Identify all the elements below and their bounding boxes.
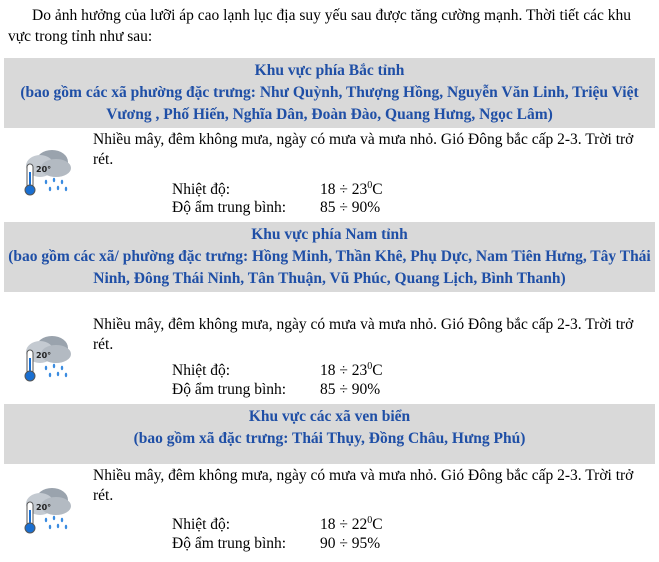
temperature-line: Nhiệt độ: $18 \div 22^0C$ — [172, 510, 383, 536]
cloud-rain-thermometer-icon — [16, 142, 74, 200]
temperature-label: Nhiệt độ: — [172, 516, 231, 534]
humidity-label: Độ ẩm trung bình: — [172, 381, 287, 398]
temperature-value: 18 ÷ 22 — [320, 516, 368, 534]
intro-text: Do ảnh hưởng của lưỡi áp cao lạnh lục địa suy yếu sau được tăng cường mạnh. Thời tiết các khu vực trong tỉnh như sau: — [8, 7, 631, 45]
cloud-rain-thermometer-icon — [16, 328, 74, 386]
region-title: Khu vực phía Nam tỉnh — [251, 226, 408, 243]
forecast-row-coastal — [4, 466, 655, 560]
region-subtitle: (bao gồm các xã/ phường đặc trưng: Hồng Minh, Thần Khê, Phụ Dực, Nam Tiên Hưng, Tây Thái Ninh, Đông Thái Ninh, Tân Thuận, Vũ Phúc, Quang Lịch, Bình Thanh) — [8, 248, 651, 287]
forecast-text: Nhiều mây, đêm không mưa, ngày có mưa và mưa nhỏ. Gió Đông bắc cấp 2-3. Trời trở rét. — [93, 467, 634, 504]
humidity-label: Độ ẩm trung bình: — [172, 199, 287, 216]
humidity-line — [172, 197, 380, 219]
region-header-south — [4, 222, 655, 292]
humidity-value: 90 ÷ 95% — [320, 535, 381, 552]
humidity-line — [172, 533, 380, 555]
temperature-line: Nhiệt độ: $18 \div 23^0C$ — [172, 175, 383, 201]
humidity-label: Độ ẩm trung bình: — [172, 535, 287, 552]
temperature-value: 18 ÷ 23 — [320, 362, 368, 380]
humidity-line — [172, 379, 380, 401]
forecast-row-south — [4, 314, 655, 402]
temperature-value: 18 ÷ 23 — [320, 181, 368, 199]
temperature-line: Nhiệt độ: $18 \div 23^0C$ — [172, 356, 383, 382]
icon-temp-label: 20° — [36, 503, 52, 512]
cloud-rain-thermometer-icon — [16, 480, 74, 538]
forecast-text: Nhiều mây, đêm không mưa, ngày có mưa và mưa nhỏ. Gió Đông bắc cấp 2-3. Trời trở rét. — [93, 316, 634, 353]
icon-temp-label: 20° — [36, 165, 52, 174]
forecast-row-north — [4, 128, 655, 220]
intro-paragraph — [8, 5, 653, 47]
region-subtitle: (bao gồm xã đặc trưng: Thái Thụy, Đồng Châu, Hưng Phú) — [133, 430, 526, 447]
region-subtitle: (bao gồm các xã phường đặc trưng: Như Quỳnh, Thượng Hồng, Nguyễn Văn Linh, Triệu Việt Vương , Phố Hiến, Nghĩa Dân, Đoàn Đào, Quang Hưng, Ngọc Lâm) — [20, 84, 639, 123]
icon-temp-label: 20° — [36, 351, 52, 360]
region-header-north — [4, 58, 655, 128]
humidity-value: 85 ÷ 90% — [320, 381, 381, 398]
region-header-coastal — [4, 404, 655, 464]
temperature-label: Nhiệt độ: — [172, 181, 231, 199]
temperature-label: Nhiệt độ: — [172, 362, 231, 380]
region-title: Khu vực phía Bắc tỉnh — [254, 62, 405, 79]
region-title: Khu vực các xã ven biển — [248, 408, 411, 425]
forecast-text: Nhiều mây, đêm không mưa, ngày có mưa và mưa nhỏ. Gió Đông bắc cấp 2-3. Trời trở rét. — [93, 131, 634, 168]
humidity-value: 85 ÷ 90% — [320, 199, 381, 216]
